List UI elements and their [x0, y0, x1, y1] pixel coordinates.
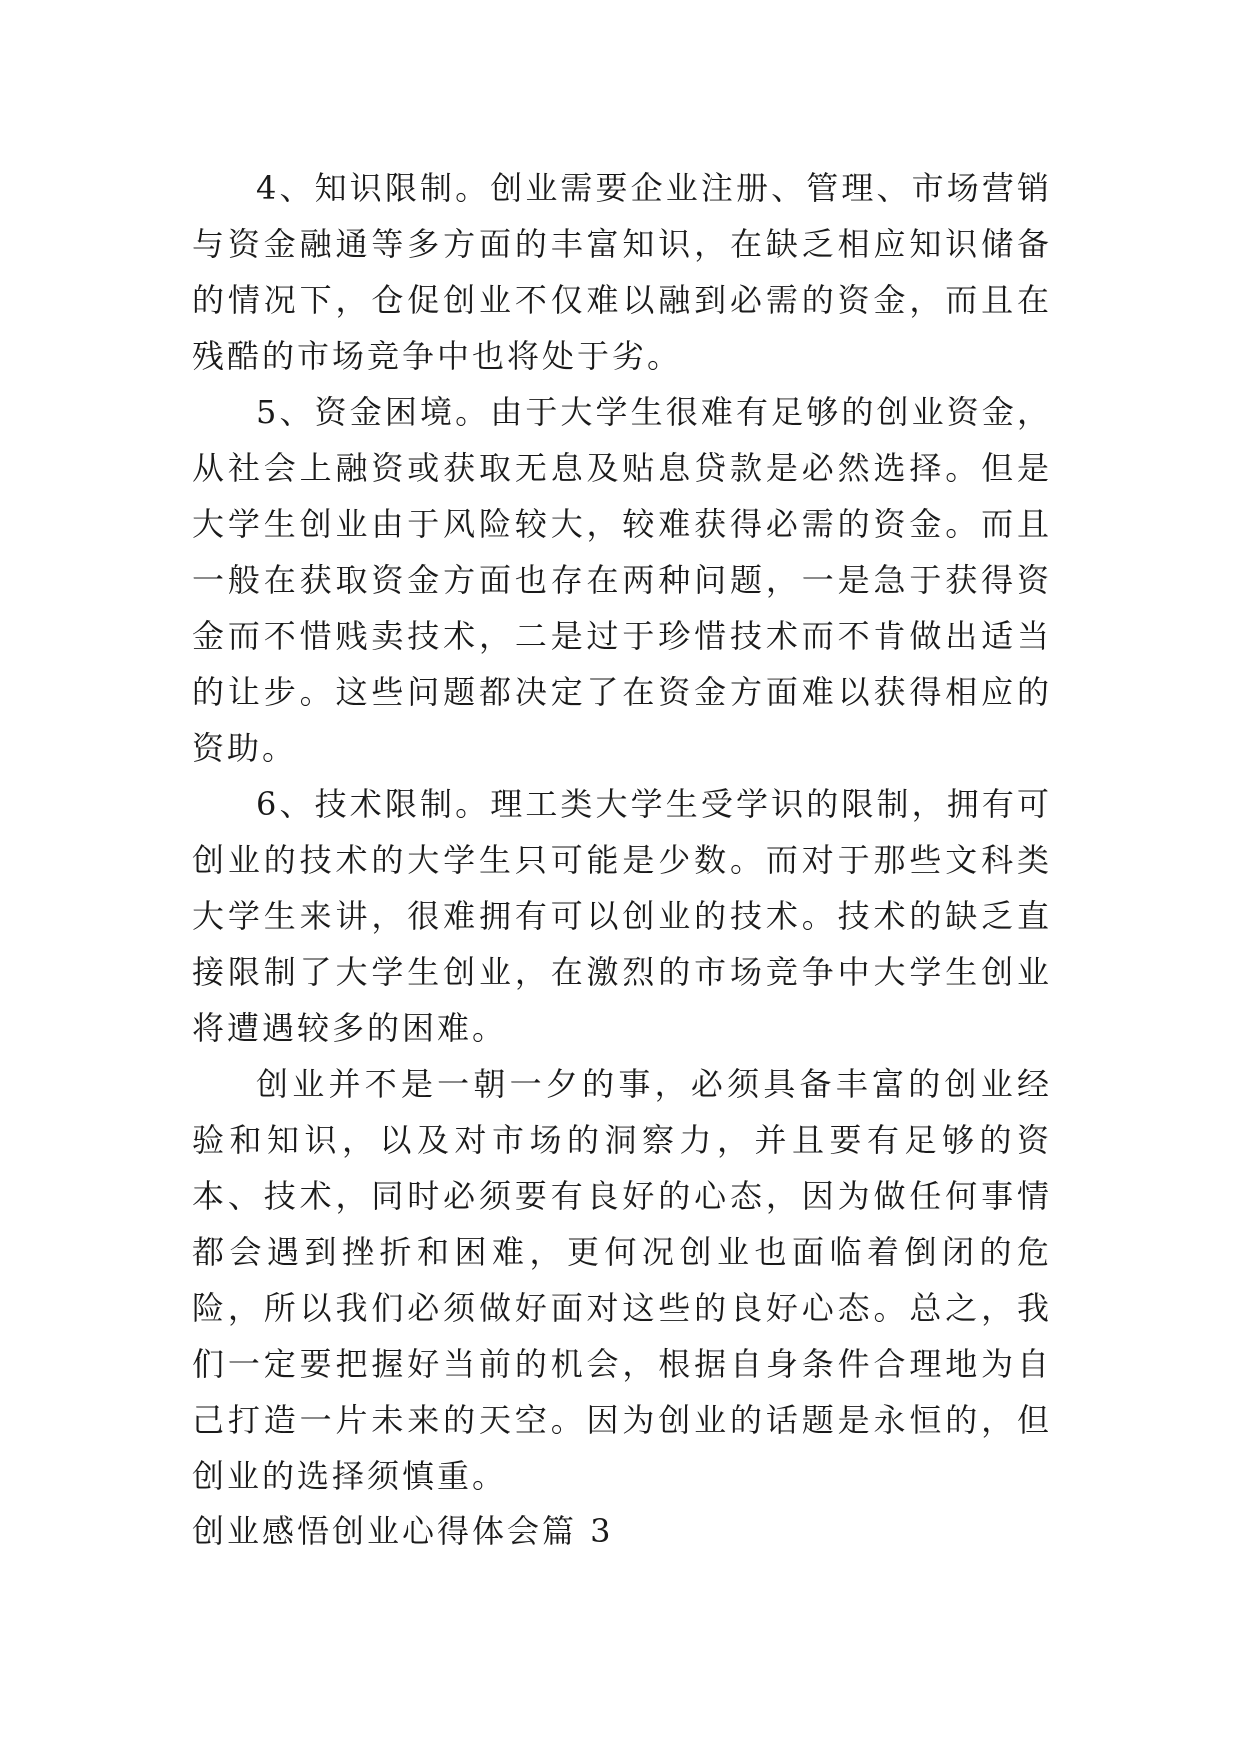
paragraph-conclusion: 创业并不是一朝一夕的事，必须具备丰富的创业经验和知识，以及对市场的洞察力，并且要有足够的资本、技术，同时必须要有良好的心态，因为做任何事情都会遇到挫折和困难，更何况创业也面临着倒闭的危险，所以我们必须做好面对这些的良好心态。总之，我们一定要把握好当前的机会，根据自身条件合理地为自己打造一片未来的天空。因为创业的话题是永恒的，但创业的选择须慎重。 [192, 1065, 1052, 1495]
document-body [192, 160, 1052, 1504]
paragraph-technology-limits: 6、技术限制。理工类大学生受学识的限制，拥有可创业的技术的大学生只可能是少数。而对于那些文科类大学生来讲，很难拥有可以创业的技术。技术的缺乏直接限制了大学生创业，在激烈的市场竞争中大学生创业将遭遇较多的困难。 [192, 785, 1052, 1047]
section-heading: 创业感悟创业心得体会篇 3 [192, 1512, 614, 1550]
paragraph-knowledge-limits: 4、知识限制。创业需要企业注册、管理、市场营销与资金融通等多方面的丰富知识，在缺乏相应知识储备的情况下，仓促创业不仅难以融到必需的资金，而且在残酷的市场竞争中也将处于劣。 [192, 169, 1052, 375]
paragraph-funding-difficulties: 5、资金困境。由于大学生很难有足够的创业资金，从社会上融资或获取无息及贴息贷款是必然选择。但是大学生创业由于风险较大，较难获得必需的资金。而且一般在获取资金方面也存在两种问题，一是急于获得资金而不惜贱卖技术，二是过于珍惜技术而不肯做出适当的让步。这些问题都决定了在资金方面难以获得相应的资助。 [192, 393, 1052, 767]
